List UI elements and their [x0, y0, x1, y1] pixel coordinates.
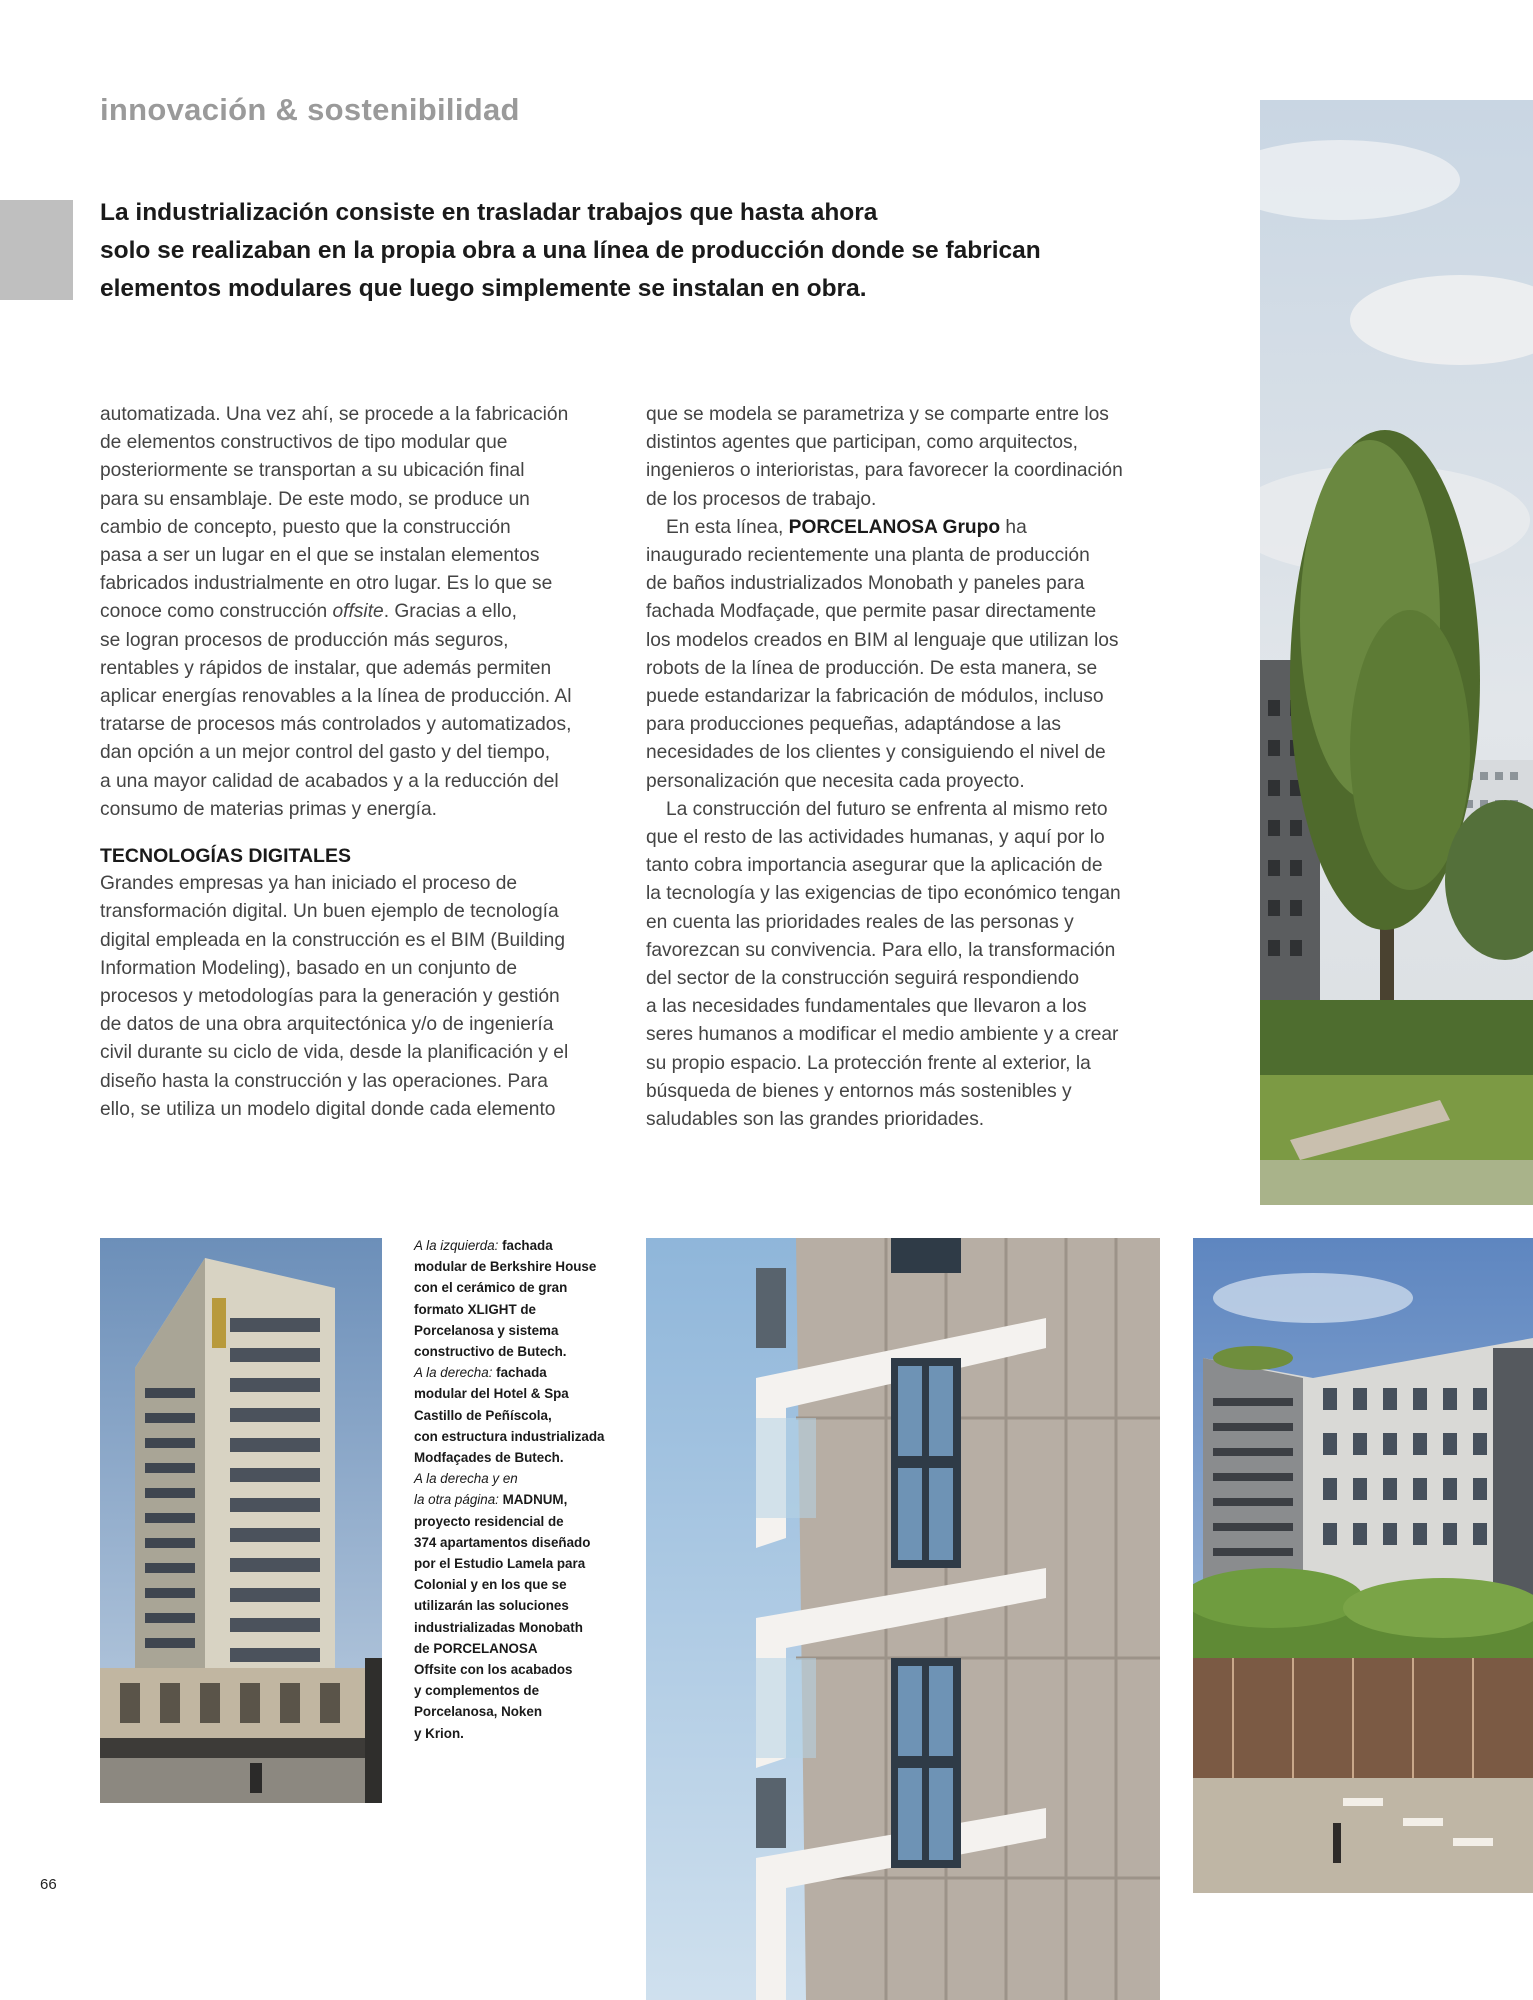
body-line: pasa a ser un lugar en el que se instalan elementos: [100, 545, 540, 567]
body-line: inaugurado recientemente una planta de producción: [646, 545, 1090, 567]
body-line: tanto cobra importancia asegurar que la aplicación de: [646, 855, 1103, 877]
body-line: para producciones pequeñas, adaptándose a las: [646, 714, 1061, 736]
body-line: fabricados industrialmente en otro lugar. Es lo que se: [100, 573, 553, 595]
caption-line: Porcelanosa, Noken: [414, 1704, 543, 1720]
caption-line: [414, 1468, 634, 1489]
body-line: digital empleada en la construcción es el BIM (Building: [100, 929, 566, 951]
body-text: . Gracias a ello,: [383, 601, 518, 623]
body-line: robots de la línea de producción. De esta manera, se: [646, 657, 1098, 679]
body-line: que el resto de las actividades humanas, y aquí por lo: [646, 827, 1105, 849]
body-line: consumo de materias primas y energía.: [100, 798, 437, 820]
body-line: de elementos constructivos de tipo modular que: [100, 432, 508, 454]
body-line: Grandes empresas ya han iniciado el proceso de: [100, 873, 518, 895]
body-line: diseño hasta la construcción y las operaciones. Para: [100, 1070, 548, 1092]
berkshire-house-tower-photo: [100, 1238, 382, 1803]
body-line: Information Modeling), basado en un conjunto de: [100, 957, 518, 979]
grey-side-tab: [0, 200, 73, 300]
caption-italic: A la izquierda:: [414, 1238, 499, 1253]
body-text: conoce como construcción: [100, 601, 333, 623]
caption-italic: A la derecha y en: [414, 1471, 518, 1487]
body-text: En esta línea,: [666, 516, 789, 538]
caption-line: modular del Hotel & Spa: [414, 1386, 569, 1402]
page-number: 66: [40, 1876, 57, 1893]
body-line: de baños industrializados Monobath y paneles para: [646, 573, 1085, 595]
caption-text: fachada: [492, 1365, 547, 1381]
body-line: los modelos creados en BIM al lenguaje que utilizan los: [646, 629, 1119, 651]
lead-line: elementos modulares que luego simplemente se instalan en obra.: [100, 275, 867, 302]
body-line: tratarse de procesos más controlados y automatizados,: [100, 714, 572, 736]
body-text: ha: [1000, 516, 1027, 538]
body-line: que se modela se parametriza y se comparte entre los: [646, 404, 1109, 425]
caption-line: Offsite con los acabados: [414, 1662, 573, 1678]
caption-line: Modfaçades de Butech.: [414, 1450, 564, 1466]
body-line: su propio espacio. La protección frente al exterior, la: [646, 1052, 1091, 1074]
body-line: cambio de concepto, puesto que la construcción: [100, 516, 511, 538]
body-line: puede estandarizar la fabricación de módulos, incluso: [646, 686, 1104, 708]
body-line: para su ensamblaje. De este modo, se produce un: [100, 488, 530, 510]
caption-line: modular de Berkshire House: [414, 1259, 597, 1275]
text-column-right: [646, 401, 1176, 1134]
text-column-left: [100, 401, 620, 1124]
body-line: dan opción a un mejor control del gasto y del tiempo,: [100, 742, 551, 764]
caption-text: MADNUM,: [498, 1492, 568, 1508]
caption-line: con estructura industrializada: [414, 1428, 605, 1444]
body-line: distintos agentes que participan, como arquitectos,: [646, 432, 1078, 454]
body-line: La construcción del futuro se enfrenta al mismo reto: [666, 798, 1108, 820]
body-line: rentables y rápidos de instalar, que además permiten: [100, 657, 552, 679]
body-line: aplicar energías renovables a la línea de producción. Al: [100, 686, 572, 708]
body-line: civil durante su ciclo de vida, desde la planificación y el: [100, 1042, 569, 1064]
caption-line: Colonial y en los que se: [414, 1577, 567, 1593]
caption-italic: la otra página:: [414, 1492, 499, 1508]
body-line: de los procesos de trabajo.: [646, 488, 877, 510]
caption-line: por el Estudio Lamela para: [414, 1556, 586, 1572]
caption-line: [414, 1489, 634, 1510]
caption-line: constructivo de Butech.: [414, 1344, 567, 1360]
lead-line: solo se realizaban en la propia obra a una línea de producción donde se fabrican: [100, 237, 1041, 264]
body-line: a las necesidades fundamentales que llevaron a los: [646, 996, 1087, 1018]
body-line: seres humanos a modificar el medio ambiente y a crear: [646, 1024, 1119, 1046]
aerial-residential-tree-photo: [1260, 100, 1533, 1205]
body-line: transformación digital. Un buen ejemplo de tecnología: [100, 901, 559, 923]
body-line: búsqueda de bienes y entornos más sostenibles y: [646, 1080, 1072, 1102]
madnum-residential-photo: [1193, 1238, 1533, 1893]
photo-caption: [414, 1235, 634, 1744]
caption-text: fachada: [498, 1238, 553, 1253]
body-line: [646, 514, 1176, 542]
body-line: del sector de la construcción seguirá respondiendo: [646, 968, 1080, 990]
caption-line: industrializadas Monobath: [414, 1619, 583, 1635]
body-line: fachada Modfaçade, que permite pasar directamente: [646, 601, 1097, 623]
hotel-facade-balconies-photo: [646, 1238, 1160, 2000]
caption-line: [414, 1235, 634, 1256]
lead-line: La industrialización consiste en trasladar trabajos que hasta ahora: [100, 199, 878, 226]
body-line: la tecnología y las exigencias de tipo económico tengan: [646, 883, 1121, 905]
subheading-digital-tech: TECNOLOGÍAS DIGITALES: [100, 845, 351, 868]
caption-line: con el cerámico de gran: [414, 1280, 568, 1296]
body-line: ello, se utiliza un modelo digital donde cada elemento: [100, 1098, 556, 1120]
caption-line: y complementos de: [414, 1683, 540, 1699]
caption-italic: A la derecha:: [414, 1365, 493, 1381]
porcelanosa-bold: PORCELANOSA Grupo: [788, 516, 1001, 538]
caption-line: proyecto residencial de: [414, 1513, 564, 1529]
body-line: personalización que necesita cada proyecto.: [646, 770, 1025, 792]
caption-line: y Krion.: [414, 1725, 464, 1741]
body-line: [100, 598, 620, 626]
caption-line: Porcelanosa y sistema: [414, 1322, 559, 1338]
body-line: de datos de una obra arquitectónica y/o de ingeniería: [100, 1014, 554, 1036]
body-line: a una mayor calidad de acabados y a la reducción del: [100, 770, 559, 792]
caption-line: 374 apartamentos diseñado: [414, 1534, 591, 1550]
body-line: automatizada. Una vez ahí, se procede a la fabricación: [100, 404, 569, 425]
body-line: procesos y metodologías para la generación y gestión: [100, 986, 560, 1008]
caption-line: formato XLIGHT de: [414, 1301, 537, 1317]
caption-line: [414, 1362, 634, 1383]
body-line: ingenieros o interioristas, para favorecer la coordinación: [646, 460, 1123, 482]
body-line: se logran procesos de producción más seguros,: [100, 629, 509, 651]
body-line: en cuenta las prioridades reales de las personas y: [646, 911, 1074, 933]
body-line: necesidades de los clientes y consiguiendo el nivel de: [646, 742, 1106, 764]
body-line: posteriormente se transportan a su ubicación final: [100, 460, 525, 482]
offsite-italic: offsite: [332, 601, 384, 623]
caption-line: utilizarán las soluciones: [414, 1598, 569, 1614]
body-line: saludables son las grandes prioridades.: [646, 1109, 985, 1131]
caption-line: Castillo de Peñíscola,: [414, 1407, 552, 1423]
section-title: innovación & sostenibilidad: [100, 92, 520, 127]
body-line: favorezcan su convivencia. Para ello, la transformación: [646, 939, 1116, 961]
caption-line: de PORCELANOSA: [414, 1640, 538, 1656]
lead-paragraph: [100, 194, 1140, 308]
